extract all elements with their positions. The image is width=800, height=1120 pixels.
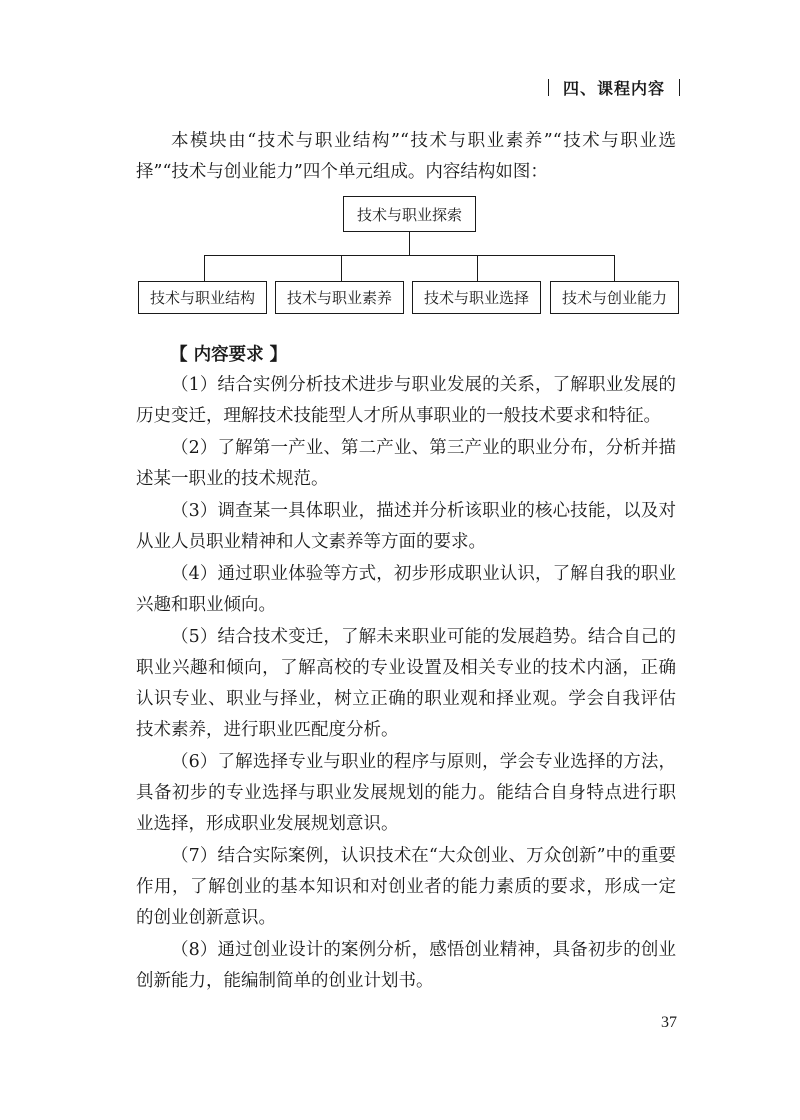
requirement-item: （1）结合实例分析技术进步与职业发展的关系，了解职业发展的历史变迁，理解技术技能型人才所从事职业的一般技术要求和特征。 [136, 375, 676, 426]
diagram-connector-branch-2 [341, 255, 342, 281]
requirement-item: （2）了解第一产业、第二产业、第三产业的职业分布，分析并描述某一职业的技术规范。 [136, 438, 676, 489]
header-section-title: 四、课程内容 [562, 79, 665, 98]
diagram-child-box: 技术与职业素养 [275, 281, 404, 314]
content-requirements-heading: 【 内容要求 】 [170, 345, 288, 365]
diagram-connector-bus [204, 255, 615, 256]
diagram-child-box: 技术与职业结构 [138, 281, 267, 314]
requirement-item: （8）通过创业设计的案例分析，感悟创业精神，具备初步的创业创新能力，能编制简单的创业计划书。 [136, 940, 676, 991]
requirement-item: （6）了解选择专业与职业的程序与原则，学会专业选择的方法，具备初步的专业选择与职业发展规划的能力。能结合自身特点进行职业选择，形成职业发展规划意识。 [136, 752, 676, 834]
requirement-item: （3）调查某一具体职业，描述并分析该职业的核心技能，以及对从业人员职业精神和人文素养等方面的要求。 [136, 501, 676, 552]
header-right-divider [679, 79, 680, 96]
requirements-list [136, 370, 676, 998]
running-header [548, 76, 680, 99]
requirement-item: （5）结合技术变迁，了解未来职业可能的发展趋势。结合自己的职业兴趣和倾向，了解高校的专业设置及相关专业的技术内涵，正确认识专业、职业与择业，树立正确的职业观和择业观。学会自我评估技术素养，进行职业匹配度分析。 [136, 627, 676, 740]
requirement-item: （4）通过职业体验等方式，初步形成职业认识，了解自我的职业兴趣和职业倾向。 [136, 564, 676, 615]
page-number: 37 [661, 1014, 677, 1031]
diagram-connector-branch-1 [204, 255, 205, 281]
diagram-child-box: 技术与创业能力 [550, 281, 679, 314]
diagram-root-box: 技术与职业探索 [343, 196, 476, 232]
intro-paragraph-block [136, 126, 676, 188]
header-left-divider [548, 79, 549, 96]
intro-paragraph: 本模块由“技术与职业结构”“技术与职业素养”“技术与职业选择”“技术与创业能力”四个单元组成。内容结构如图： [136, 131, 676, 182]
diagram-connector-branch-4 [614, 255, 615, 281]
diagram-connector-branch-3 [477, 255, 478, 281]
diagram-child-box: 技术与职业选择 [412, 281, 541, 314]
requirement-item: （7）结合实际案例，认识技术在“大众创业、万众创新”中的重要作用，了解创业的基本知识和对创业者的能力素质的要求，形成一定的创业创新意识。 [136, 846, 676, 928]
diagram-connector-trunk [409, 232, 410, 255]
